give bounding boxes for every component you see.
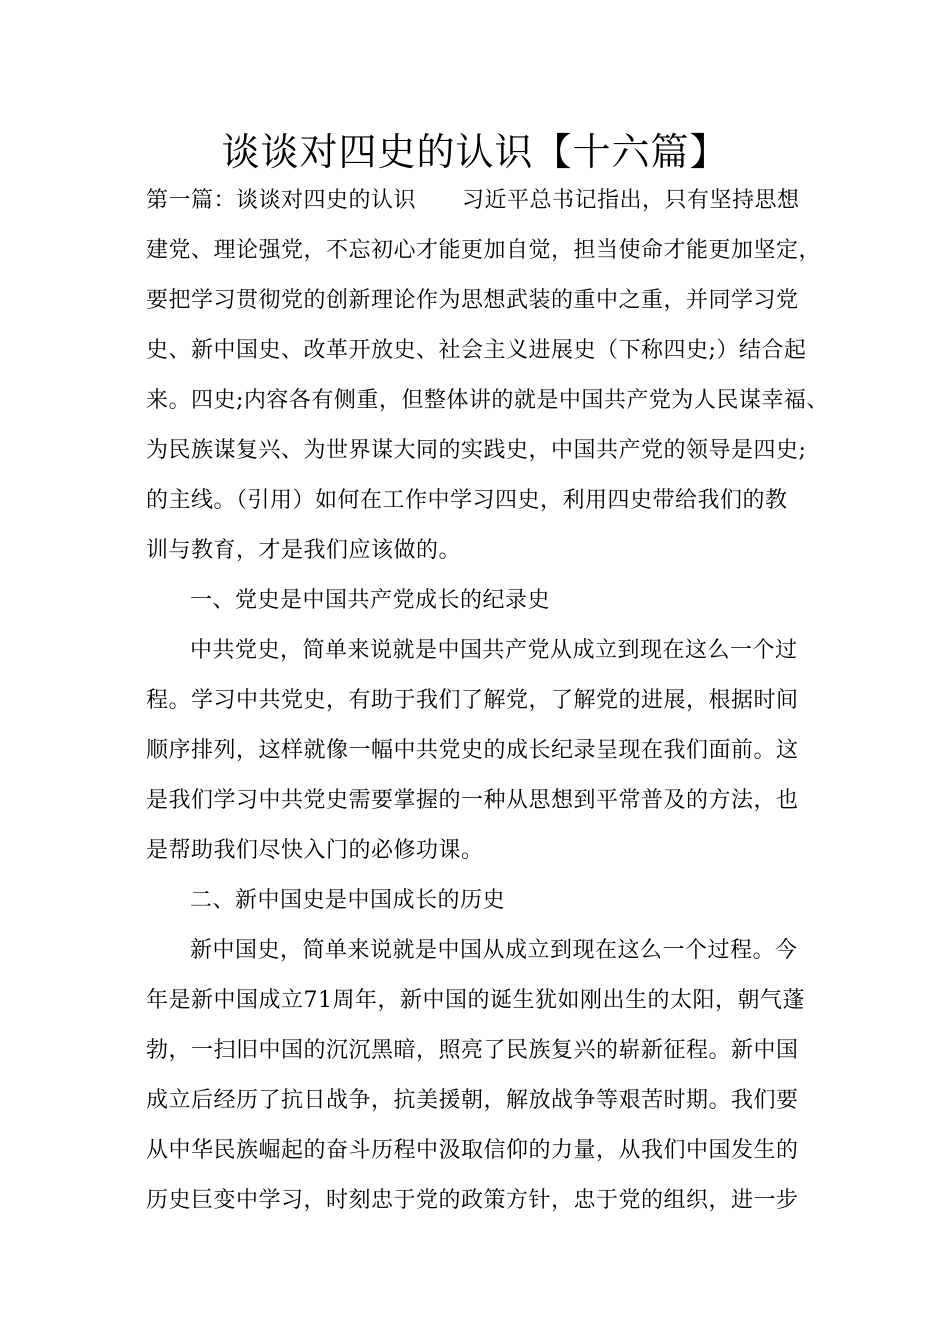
paragraph-line: 为民族谋复兴、为世界谋大同的实践史，中国共产党的领导是四史; bbox=[146, 438, 807, 463]
paragraph-line: 是我们学习中共党史需要掌握的一种从思想到平常普及的方法，也 bbox=[146, 788, 799, 813]
section-label: 第一篇：谈谈对四史的认识 bbox=[146, 188, 417, 213]
paragraph-line: 建党、理论强党，不忘初心才能更加自觉，担当使命才能更加坚定， bbox=[146, 238, 822, 263]
section-heading: 一、党史是中国共产党成长的纪录史 bbox=[190, 588, 551, 613]
paragraph-line: 中共党史，简单来说就是中国共产党从成立到现在这么一个过 bbox=[190, 638, 798, 663]
paragraph-line: 训与教育，才是我们应该做的。 bbox=[146, 538, 462, 563]
paragraph-line: 的主线。（引用）如何在工作中学习四史，利用四史带给我们的教 bbox=[146, 488, 788, 513]
paragraph-line: 顺序排列，这样就像一幅中共党史的成长纪录呈现在我们面前。这 bbox=[146, 738, 799, 763]
paragraph-line: 来。四史;内容各有侧重，但整体讲的就是中国共产党为人民谋幸福、 bbox=[146, 388, 829, 413]
paragraph-line: 从中华民族崛起的奋斗历程中汲取信仰的力量，从我们中国发生的 bbox=[146, 1138, 799, 1163]
document-title: 谈谈对四史的认识【十六篇】 bbox=[221, 130, 729, 174]
paragraph-line: 要把学习贯彻党的创新理论作为思想武装的重中之重，并同学习党 bbox=[146, 288, 799, 313]
first-line bbox=[146, 176, 822, 226]
paragraph-line: 勃，一扫旧中国的沉沉黑暗，照亮了民族复兴的崭新征程。新中国 bbox=[146, 1038, 799, 1063]
section-heading: 二、新中国史是中国成长的历史 bbox=[190, 888, 506, 913]
first-line-text: 习近平总书记指出，只有坚持思想 bbox=[462, 188, 800, 213]
document-body bbox=[146, 176, 829, 1226]
paragraph-line: 程。学习中共党史，有助于我们了解党，了解党的进展，根据时间 bbox=[146, 688, 799, 713]
paragraph-line: 年是新中国成立71周年，新中国的诞生犹如刚出生的太阳，朝气蓬 bbox=[146, 988, 805, 1013]
paragraph-line: 成立后经历了抗日战争，抗美援朝，解放战争等艰苦时期。我们要 bbox=[146, 1088, 799, 1113]
paragraph-line: 史、新中国史、改革开放史、社会主义进展史（下称四史;）结合起 bbox=[146, 338, 807, 363]
paragraph-line: 历史巨变中学习，时刻忠于党的政策方针，忠于党的组织，进一步 bbox=[146, 1188, 799, 1213]
paragraph-line: 新中国史，简单来说就是中国从成立到现在这么一个过程。今 bbox=[190, 938, 798, 963]
paragraph-line: 是帮助我们尽快入门的必修功课。 bbox=[146, 838, 484, 863]
